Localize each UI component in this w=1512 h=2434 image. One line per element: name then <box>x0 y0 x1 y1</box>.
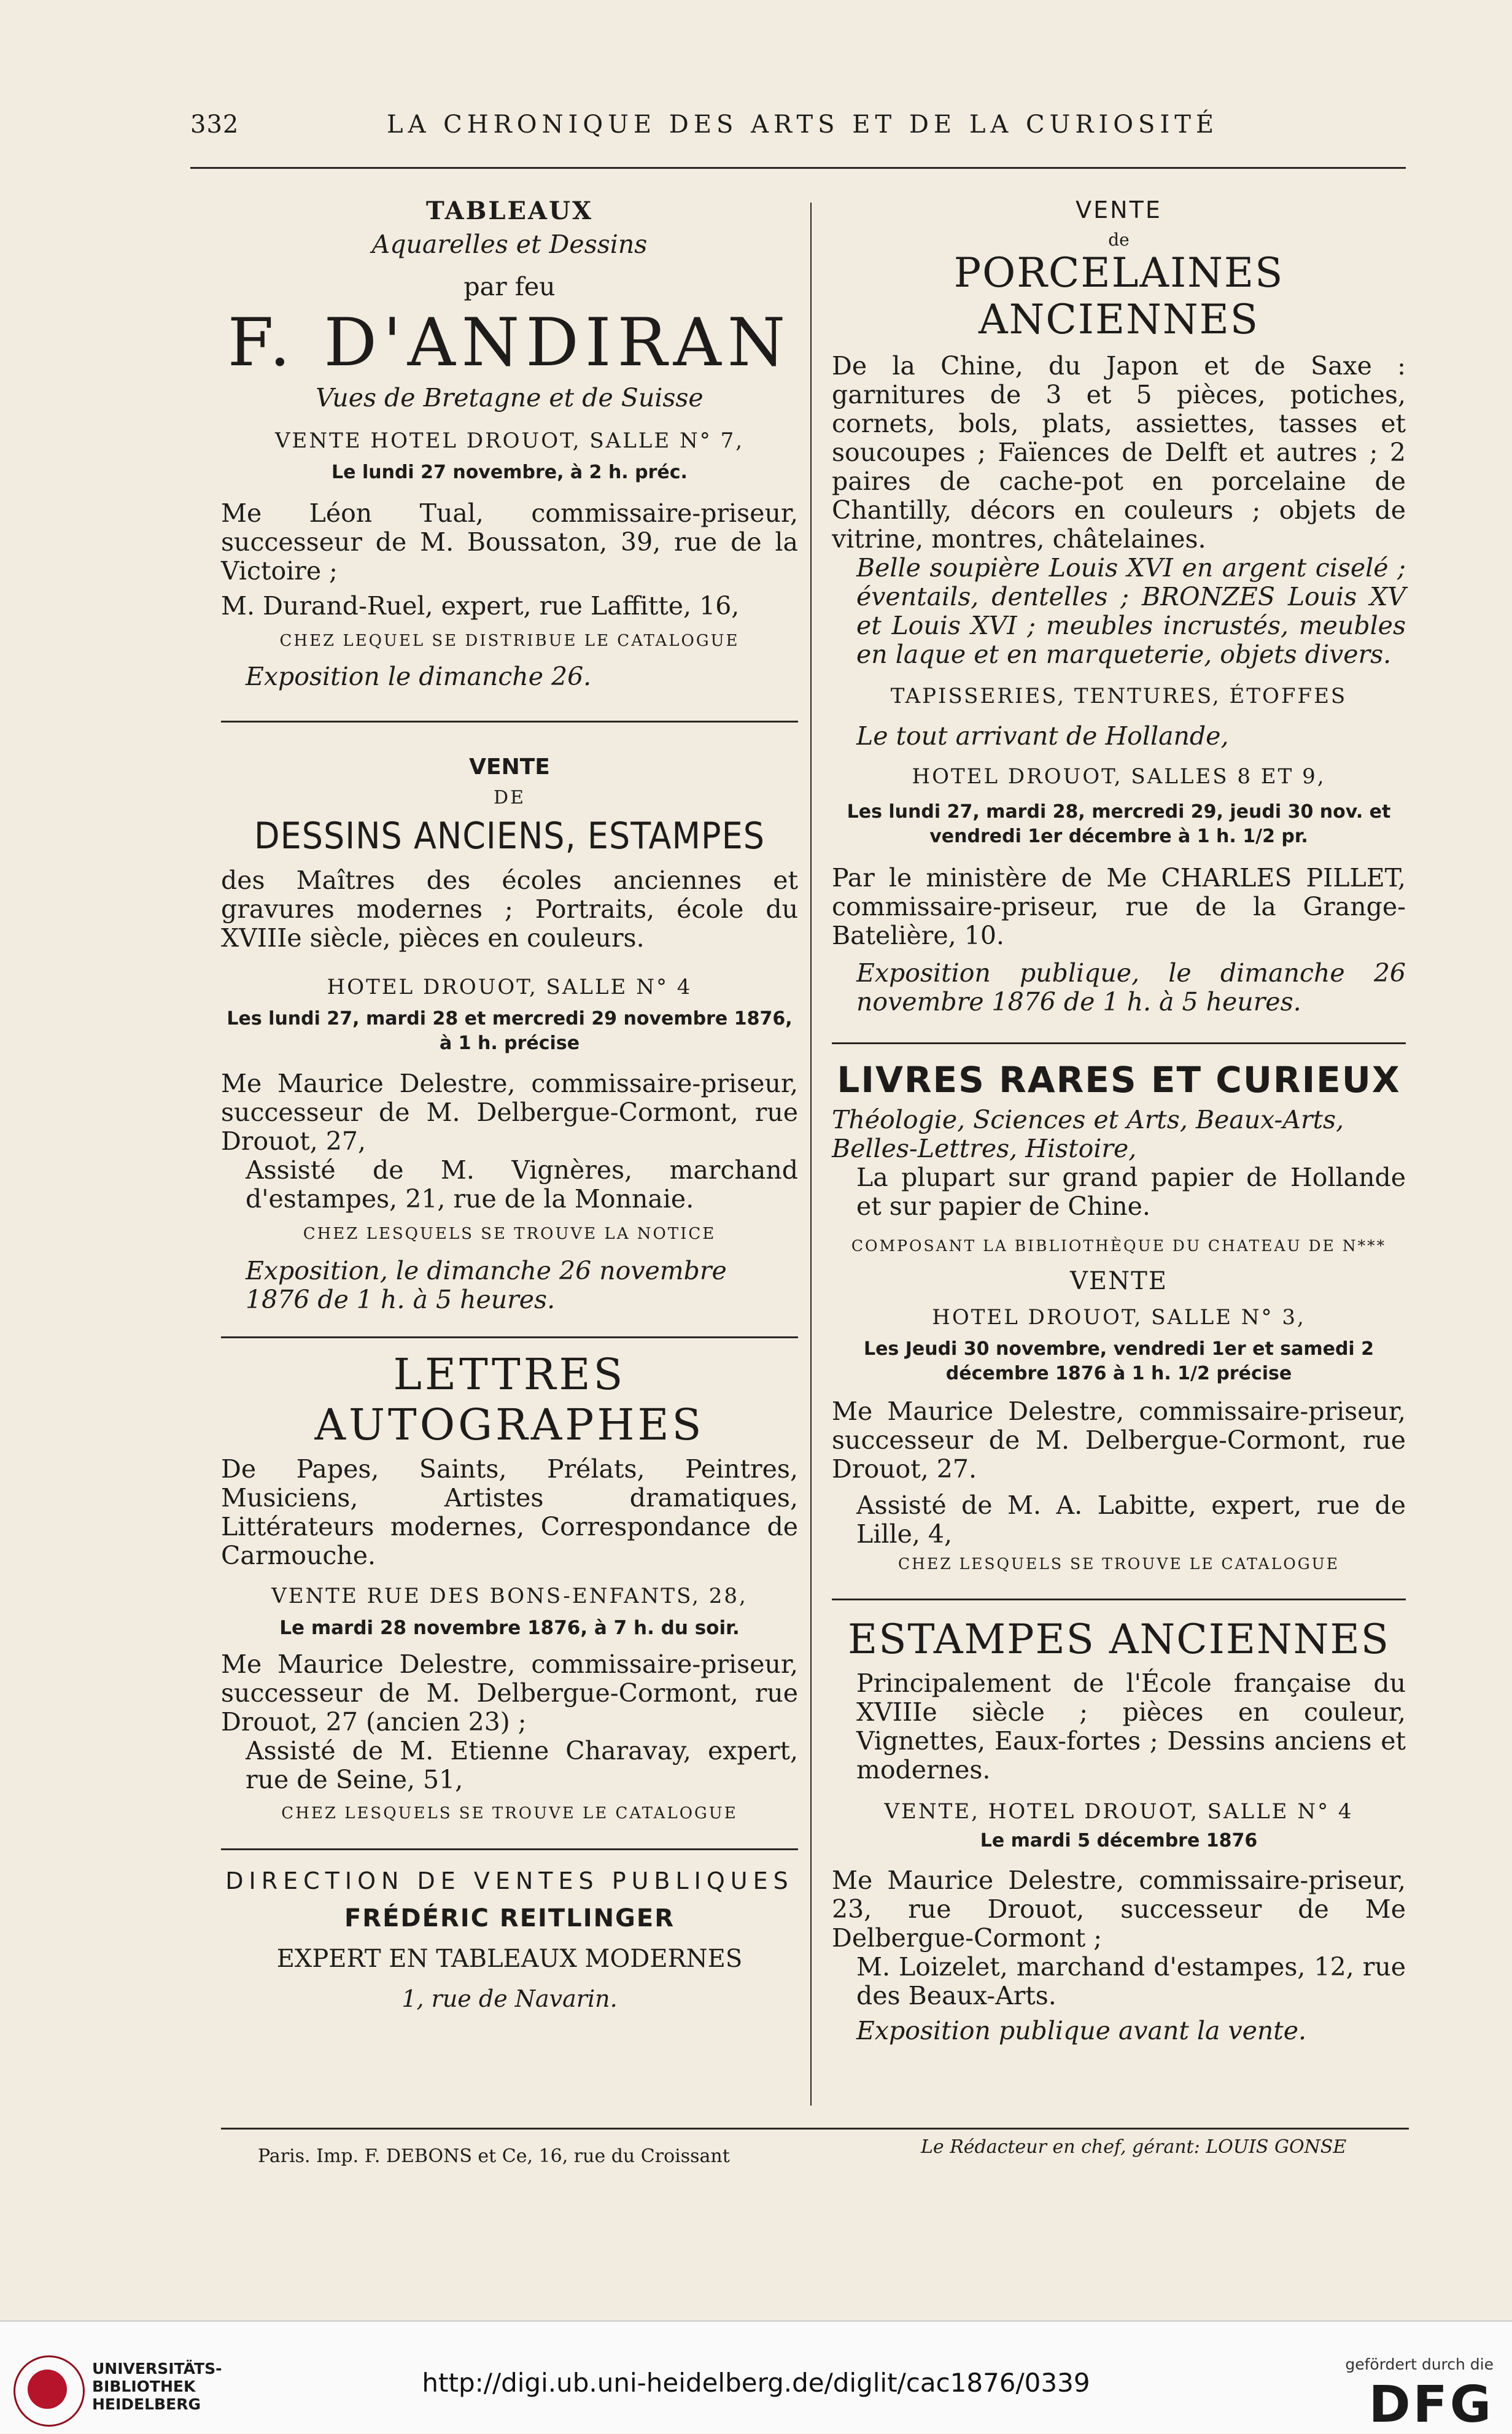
paragraph: De Papes, Saints, Prélats, Peintres, Musiciens, Artistes dramatiques, Littérateurs modernes, Correspondance de Carmouche. <box>221 1454 798 1570</box>
catalogue-note: CHEZ LESQUELS SE TROUVE LE CATALOGUE <box>898 1555 1339 1573</box>
right-column <box>832 196 1406 2045</box>
paragraph: M. Durand-Ruel, expert, rue Laffitte, 16, <box>221 591 740 621</box>
sale-venue: HOTEL DROUOT, SALLES 8 ET 9, <box>912 764 1326 789</box>
paragraph: M. Loizelet, marchand d'estampes, 12, rue des Beaux-Arts. <box>856 1952 1406 2010</box>
expert-name: FRÉDÉRIC REITLINGER <box>344 1904 675 1932</box>
exhibition-note: Exposition, le dimanche 26 novembre 1876 de 1 h. à 5 heures. <box>246 1256 727 1314</box>
section-kicker: TABLEAUX <box>426 196 593 225</box>
library-name: UNIVERSITÄTS- BIBLIOTHEK HEIDELBERG <box>92 2360 222 2413</box>
paragraph: De la Chine, du Japon et de Saxe : garnitures de 3 et 5 pièces, potiches, cornets, bols, plats, assiettes, tasses et soucoupes ; Faïences de Delft et autres ; 2 paires de cache-pot en porcelaine de Chantilly, décors en couleurs ; objets de vitrine, montres, châtelaines. <box>832 351 1406 554</box>
section-kicker: VENTE <box>1076 196 1162 223</box>
section-direction <box>221 1867 798 2012</box>
section-subtitle: Vues de Bretagne et de Suisse <box>316 383 704 413</box>
section-de: de <box>1108 230 1130 250</box>
section-title: LIVRES RARES ET CURIEUX <box>837 1059 1401 1101</box>
header-rule <box>190 167 1406 169</box>
catalogue-note: CHEZ LESQUELS SE TROUVE LA NOTICE <box>303 1225 716 1243</box>
sale-date: Les Jeudi 30 novembre, vendredi 1er et samedi 2 décembre 1876 à 1 h. 1/2 précise <box>863 1338 1374 1384</box>
sale-venue: HOTEL DROUOT, SALLE N° 3, <box>932 1305 1306 1330</box>
sale-date: Les lundi 27, mardi 28 et mercredi 29 novembre 1876, à 1 h. précise <box>227 1008 793 1054</box>
section-subtitle: Aquarelles et Dessins <box>371 230 648 259</box>
paragraph: Théologie, Sciences et Arts, Beaux-Arts, Belles-Lettres, Histoire, <box>832 1105 1344 1163</box>
section-separator <box>221 721 798 723</box>
imprint-editor: Le Rédacteur en chef, gérant: LOUIS GONSE <box>921 2136 1347 2158</box>
permalink-url[interactable]: http://digi.ub.uni-heidelberg.de/diglit/cac1876/0339 <box>422 2368 1090 2398</box>
section-lettres <box>221 1349 798 1823</box>
paragraph: Assisté de M. A. Labitte, expert, rue de Lille, 4, <box>856 1490 1406 1549</box>
column-divider <box>810 203 812 2106</box>
sale-venue: VENTE RUE DES BONS-ENFANTS, 28, <box>271 1584 748 1608</box>
paragraph: Belle soupière Louis XVI en argent ciselé ; éventails, dentelles ; BRONZES Louis XV et Louis XVI ; meubles incrustés, meubles en laque et en marqueterie, objets divers. <box>856 553 1406 669</box>
sale-venue: VENTE, HOTEL DROUOT, SALLE N° 4 <box>884 1799 1354 1824</box>
section-tableaux <box>221 196 798 691</box>
paragraph: Me Maurice Delestre, commissaire-priseur, successeur de M. Delbergue-Cormont, rue Drouot, 27 (ancien 23) ; <box>221 1649 798 1737</box>
section-separator <box>832 1599 1406 1600</box>
section-separator <box>221 1848 798 1850</box>
section-title: LETTRES AUTOGRAPHES <box>314 1349 705 1450</box>
section-title: ESTAMPES ANCIENNES <box>848 1616 1390 1663</box>
expert-address: 1, rue de Navarin. <box>401 1985 618 2012</box>
sale-venue: HOTEL DROUOT, SALLE N° 4 <box>327 975 692 999</box>
sale-date: Le mardi 28 novembre 1876, à 7 h. du soir. <box>279 1617 740 1639</box>
digitization-footer <box>0 2320 1512 2433</box>
imprint-printer: Paris. Imp. F. DEBONS et Ce, 16, rue du Croissant <box>258 2145 730 2167</box>
page-header <box>190 110 1406 153</box>
exhibition-note: Exposition le dimanche 26. <box>246 662 592 691</box>
paragraph: Me Léon Tual, commissaire-priseur, successeur de M. Boussaton, 39, rue de la Victoire ; <box>221 498 798 586</box>
paragraph: Me Maurice Delestre, commissaire-priseur, successeur de M. Delbergue-Cormont, rue Drouot, 27, <box>221 1069 798 1156</box>
section-kicker: VENTE <box>1070 1267 1168 1295</box>
paragraph: La plupart sur grand papier de Hollande et sur papier de Chine. <box>856 1163 1406 1221</box>
expert-title: EXPERT EN TABLEAUX MODERNES <box>276 1945 743 1973</box>
exhibition-note: Exposition publique avant la vente. <box>856 2016 1307 2045</box>
direction-heading: DIRECTION DE VENTES PUBLIQUES <box>225 1867 794 1894</box>
section-subheading: TAPISSERIES, TENTURES, ÉTOFFES <box>890 684 1347 708</box>
paragraph: Me Maurice Delestre, commissaire-priseur, successeur de M. Delbergue-Cormont, rue Drouot, 27. <box>832 1397 1406 1484</box>
paragraph: Assisté de M. Etienne Charavay, expert, rue de Seine, 51, <box>246 1736 798 1794</box>
catalogue-note: CHEZ LEQUEL SE DISTRIBUE LE CATALOGUE <box>279 632 740 650</box>
artist-name: F. D'ANDIRAN <box>227 304 792 381</box>
collection-note: COMPOSANT LA BIBLIOTHÈQUE DU CHATEAU DE N*** <box>851 1237 1387 1255</box>
dfg-logo: DFG <box>1368 2376 1494 2434</box>
paragraph: Principalement de l'École française du XVIIIe siècle ; pièces en couleur, Vignettes, Eaux-fortes ; Dessins anciens et modernes. <box>856 1669 1406 1785</box>
section-dessins <box>221 754 798 1314</box>
sale-date: Le lundi 27 novembre, à 2 h. préc. <box>331 462 688 483</box>
sale-venue: VENTE HOTEL DROUOT, SALLE N° 7, <box>274 428 745 453</box>
arrival-note: Le tout arrivant de Hollande, <box>856 721 1229 751</box>
left-column <box>221 196 798 2012</box>
paragraph: Par le ministère de Me CHARLES PILLET, commissaire-priseur, rue de la Grange-Batelière, 10. <box>832 863 1406 950</box>
section-title: PORCELAINES ANCIENNES <box>953 249 1284 343</box>
section-de: DE <box>494 787 525 808</box>
catalogue-note: CHEZ LESQUELS SE TROUVE LE CATALOGUE <box>281 1804 738 1823</box>
exhibition-note: Exposition publique, le dimanche 26 novembre 1876 de 1 h. à 5 heures. <box>856 958 1406 1017</box>
imprint-rule <box>221 2128 1409 2130</box>
sale-date: Le mardi 5 décembre 1876 <box>980 1830 1258 1851</box>
sale-date: Les lundi 27, mardi 28, mercredi 29, jeudi 30 nov. et vendredi 1er décembre à 1 h. 1/2 pr. <box>847 801 1391 847</box>
section-title: DESSINS ANCIENS, ESTAMPES <box>254 815 765 858</box>
paragraph: Me Maurice Delestre, commissaire-priseur, 23, rue Drouot, successeur de Me Delbergue-Cormont ; <box>832 1866 1406 1953</box>
section-subtitle: par feu <box>463 272 556 301</box>
paragraph: des Maîtres des écoles anciennes et gravures modernes ; Portraits, école du XVIIIe siècle, pièces en couleurs. <box>221 866 798 953</box>
section-separator <box>832 1042 1406 1044</box>
paragraph: Assisté de M. Vignères, marchand d'estampes, 21, rue de la Monnaie. <box>246 1155 798 1214</box>
page-number: 332 <box>190 110 239 139</box>
section-separator <box>221 1336 798 1338</box>
section-estampes <box>832 1616 1406 2045</box>
section-porcelaines <box>832 196 1406 1017</box>
funding-note: gefördert durch die <box>1345 2355 1494 2373</box>
section-kicker: VENTE <box>469 754 550 780</box>
journal-title: LA CHRONIQUE DES ARTS ET DE LA CURIOSITÉ <box>387 110 1219 139</box>
section-livres <box>832 1059 1406 1573</box>
